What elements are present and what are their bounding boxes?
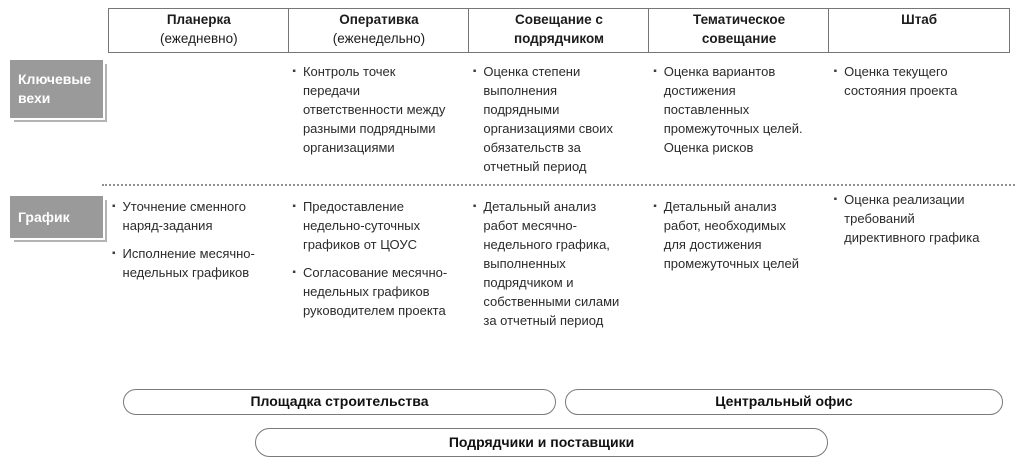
row-label-schedule: График xyxy=(10,196,103,238)
cell-schedule-shtab xyxy=(830,190,1010,339)
bullet-item: ▪ Исполнение месячно-недельных графиков xyxy=(112,244,268,282)
column-header-row xyxy=(108,8,1010,53)
bullet-item: ▪ Предоставление недельно-суточных графиков от ЦОУС xyxy=(292,197,448,254)
header-cell-contractor-meeting xyxy=(468,8,650,53)
cell-schedule-contractor-meeting xyxy=(469,197,649,339)
pill-contractors-suppliers: Подрядчики и поставщики xyxy=(255,428,828,457)
bullet-item: ▪ Детальный анализ работ месячно-недельного графика, выполненных подрядчиком и собственными силами за отчетный период xyxy=(473,197,629,330)
pill-central-office: Центральный офис xyxy=(565,389,1003,415)
bullet-item: ▪ Контроль точек передачи ответственности между разными подрядными организациями xyxy=(292,62,448,157)
header-subtitle: (ежедневно) xyxy=(160,31,238,46)
cell-milestones-thematic-meeting xyxy=(649,62,829,185)
header-cell-operativka xyxy=(288,8,470,53)
header-cell-shtab xyxy=(828,8,1010,53)
cell-schedule-thematic-meeting xyxy=(649,197,829,339)
pill-construction-site: Площадка строительства xyxy=(123,389,556,415)
cell-milestones-shtab xyxy=(830,62,1010,185)
header-title: Оперативка xyxy=(339,12,419,27)
bullet-item: ▪ Оценка степени выполнения подрядными организациями своих обязательств за отчетный период xyxy=(473,62,629,176)
header-title: Тематическое совещание xyxy=(693,12,786,46)
bullet-item: ▪ Оценка текущего состояния проекта xyxy=(834,62,990,100)
header-cell-planerka xyxy=(108,8,290,53)
header-title: Планерка xyxy=(166,12,231,27)
cell-milestones-operativka xyxy=(288,62,468,185)
row-key-milestones xyxy=(108,62,1010,185)
bullet-item: ▪ Оценка вариантов достижения поставленных промежуточных целей. Оценка рисков xyxy=(653,62,809,157)
bullet-item: ▪ Согласование месячно-недельных графиков руководителем проекта xyxy=(292,263,448,320)
bullet-item: ▪ Оценка реализации требований директивного графика xyxy=(834,190,990,247)
cell-schedule-planerka xyxy=(108,197,288,339)
header-cell-thematic-meeting xyxy=(648,8,830,53)
bullet-item: ▪ Детальный анализ работ, необходимых для достижения промежуточных целей xyxy=(653,197,809,273)
row-schedule xyxy=(108,192,1010,339)
header-title: Совещание с подрядчиком xyxy=(513,12,605,46)
bullet-item: ▪ Уточнение сменного наряд-задания xyxy=(112,197,268,235)
row-divider-dotted-line xyxy=(102,184,1015,186)
cell-milestones-contractor-meeting xyxy=(469,62,649,185)
cell-schedule-operativka xyxy=(288,197,468,339)
header-title: Штаб xyxy=(901,12,938,27)
header-subtitle: (еженедельно) xyxy=(332,31,426,46)
row-label-key-milestones: Ключевые вехи xyxy=(10,60,103,118)
cell-milestones-planerka xyxy=(108,62,288,185)
